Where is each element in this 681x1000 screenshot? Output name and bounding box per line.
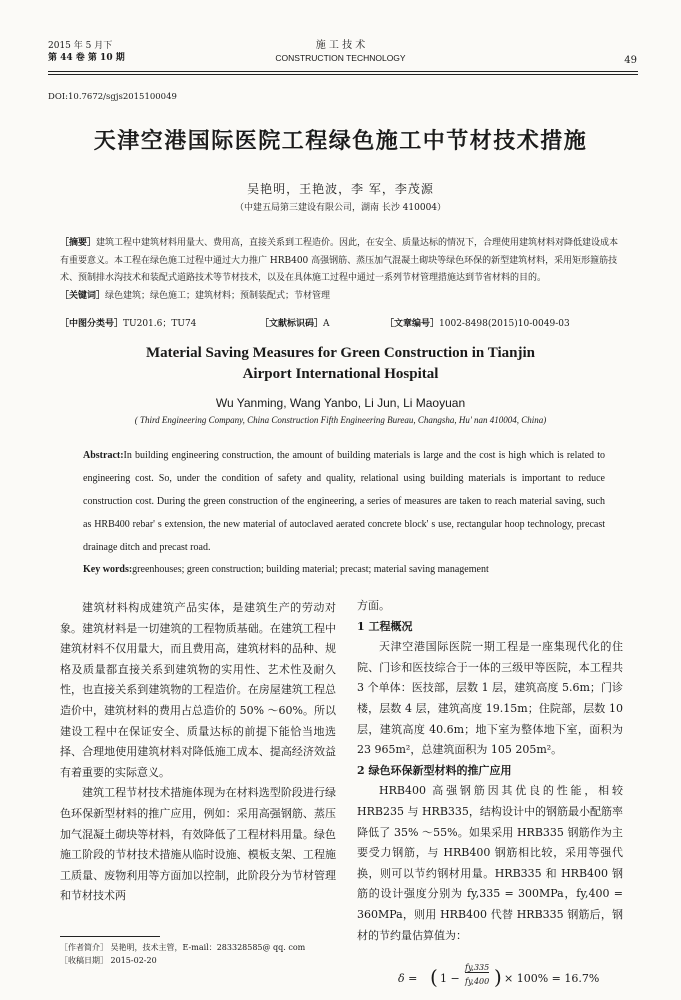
- formula-rhs: × 100% = 16.7%: [504, 972, 600, 985]
- body-paragraph: 天津空港国际医院一期工程是一座集现代化的住院、门诊和医技综合于一体的三级甲等医院，本工程共 3 个单体：医技部，层数 1 层，建筑高度 5.6m；门诊楼，层数 4 层，建筑高度 19.15m；住院部，层数 10 层，建筑高度 40.6m；地下室为整体地下室，面积为 23 965m²，总建筑面积为 105 205m²。: [357, 640, 623, 757]
- abstract-cn-text: 建筑工程中建筑材料用量大、费用高，直接关系到工程造价。因此，在安全、质量达标的情况下，合理使用建筑材料对降低建设成本有重要意义。本工程在绿色施工过程中通过大力推广 HRB400 高强钢筋、蒸压加气混凝土砌块等绿色环保的新型建筑材料，采用矩形箍筋技术、预制排水沟技术和装配式道路技术等节材技术，以及在具体施工过程中通过一系列节材管理措施达到节省材料的目的。: [60, 238, 619, 283]
- footnote-received: ［收稿日期］ 2015-02-20: [60, 956, 157, 965]
- header-rule-thin: [48, 74, 638, 75]
- formula-paren-open: (: [430, 965, 438, 989]
- journal-name: [0, 40, 681, 64]
- abstract-en-text: In building engineering construction, the amount of building materials is large and the cost is high which is related to engineering cost. So, under the condition of safety and quality, relational using building materials is important to reduce construction cost. During the green construction of the engineering, a series of measures are taken to reach material saving, such as HRB400 rebar' s extension, the new material of autoclaved aerated concrete block' s use, rectangular hoop technology, precast drainage ditch and precast road.: [83, 450, 605, 553]
- doc-code-label: ［文献标识码］: [260, 319, 324, 329]
- body-paragraph: 建筑材料构成建筑产品实体，是建筑生产的劳动对象。建筑材料是一切建筑的工程物质基础。在建筑工程中建筑材料不仅用量大，而且费用高，建筑材料的品种、规格及质量都直接关系到建筑物的实用性、艺术性及耐久性，也直接关系到建筑物的工程造价。在房屋建筑工程总造价中，建筑材料的费用占总造价的 50% ～60%。所以建设工程中在保证安全、质量达标的前提下能恰当地选择、合理地使用建筑材料对降低施工成本、提高经济效益有着重要的实际意义。: [60, 601, 336, 779]
- saving-formula: [380, 965, 600, 995]
- abstract-en: [83, 444, 605, 559]
- formula-denominator: fy,400: [465, 977, 490, 986]
- page-number: 49: [624, 55, 637, 66]
- issue-date: 2015 年 5 月下: [48, 41, 113, 51]
- affiliation-en: ( Third Engineering Company, China Construction Fifth Engineering Bureau, Changsha, Hu' nan 410004, China): [134, 415, 547, 425]
- paper-title-cn: 天津空港国际医院工程绿色施工中节材技术措施: [93, 128, 588, 154]
- keywords-en-label: Key words:: [83, 564, 133, 575]
- article-no-value: 1002-8498(2015)10-0049-03: [439, 319, 570, 329]
- keywords-en: [83, 563, 623, 577]
- article-no-label: ［文章编号］: [385, 319, 440, 329]
- body-column-right: [357, 596, 623, 946]
- authors-cn: 吴艳明，王艳波，李 军，李茂源: [247, 182, 434, 196]
- doc-code-value: A: [323, 319, 330, 329]
- body-column-left: [60, 598, 336, 907]
- footnotes: [60, 941, 305, 967]
- formula-paren-close: ): [494, 965, 502, 989]
- abstract-en-label: Abstract:: [83, 450, 124, 461]
- paper-title-en-line2: Airport International Hospital: [242, 366, 439, 382]
- abstract-cn: [60, 235, 626, 305]
- doi: DOI:10.7672/sgjs2015100049: [48, 92, 177, 102]
- footnote-author: ［作者简介］ 吴艳明，技术主管，E-mail：283328585@ qq. com: [60, 943, 306, 952]
- issue-volume: 第 44 卷 第 10 期: [48, 53, 125, 63]
- keywords-cn-label: ［关键词］: [60, 290, 106, 301]
- clc-label: ［中图分类号］: [60, 319, 124, 329]
- paper-title-en-line1: Material Saving Measures for Green Construction in Tianjin: [145, 345, 536, 361]
- formula-one: 1 −: [440, 972, 460, 985]
- journal-name-cn: 施 工 技 术: [315, 40, 366, 51]
- affiliation-cn: （中建五局第三建设有限公司，湖南 长沙 410004）: [234, 203, 447, 213]
- body-paragraph: 建筑工程节材技术措施体现为在材料选型阶段进行绿色环保新型材料的推广应用，例如：采用高强钢筋、蒸压加气混凝土砌块等材料，有效降低了工程材料用量。绿色施工阶段的节材技术措施从临时设施、模板支架、工程施工质量、废物利用等方面加以控制，此阶段分为节材管理和节材技术两: [60, 786, 336, 903]
- formula-lhs: δ =: [398, 972, 418, 985]
- abstract-cn-label: ［摘要］: [60, 238, 97, 248]
- keywords-en-text: greenhouses; green construction; building material; precast; material saving management: [132, 564, 489, 575]
- journal-name-en: CONSTRUCTION TECHNOLOGY: [275, 53, 406, 63]
- section-heading-2: 2 绿色环保新型材料的推广应用: [357, 763, 512, 777]
- clc-value: TU201.6；TU74: [123, 319, 197, 329]
- authors-en: Wu Yanming, Wang Yanbo, Li Jun, Li Maoyuan: [215, 396, 466, 410]
- body-paragraph: 方面。: [357, 599, 390, 612]
- section-heading-1: 1 工程概况: [357, 619, 413, 633]
- body-paragraph: HRB400 高强钢筋因其优良的性能，相较 HRB235 与 HRB335，结构设计中的钢筋最小配筋率降低了 35% ～55%。如果采用 HRB335 钢筋作为主要受力钢筋，与 HRB400 钢筋相比较，采用等强代换，则可以节约钢材用量。HRB335 和 HRB400 钢筋的设计强度分别为 fy,335 = 300MPa，fy,400 = 360MPa，则用 HRB400 代替 HRB335 钢筋后，钢材的节约量估算值为：: [357, 784, 623, 942]
- footnote-rule: [60, 936, 160, 937]
- header-rule: [48, 71, 638, 72]
- keywords-cn-text: 绿色建筑；绿色施工；建筑材料；预制装配式；节材管理: [105, 290, 331, 301]
- formula-numerator: fy,335: [465, 963, 490, 972]
- paper-title-en: [0, 343, 681, 385]
